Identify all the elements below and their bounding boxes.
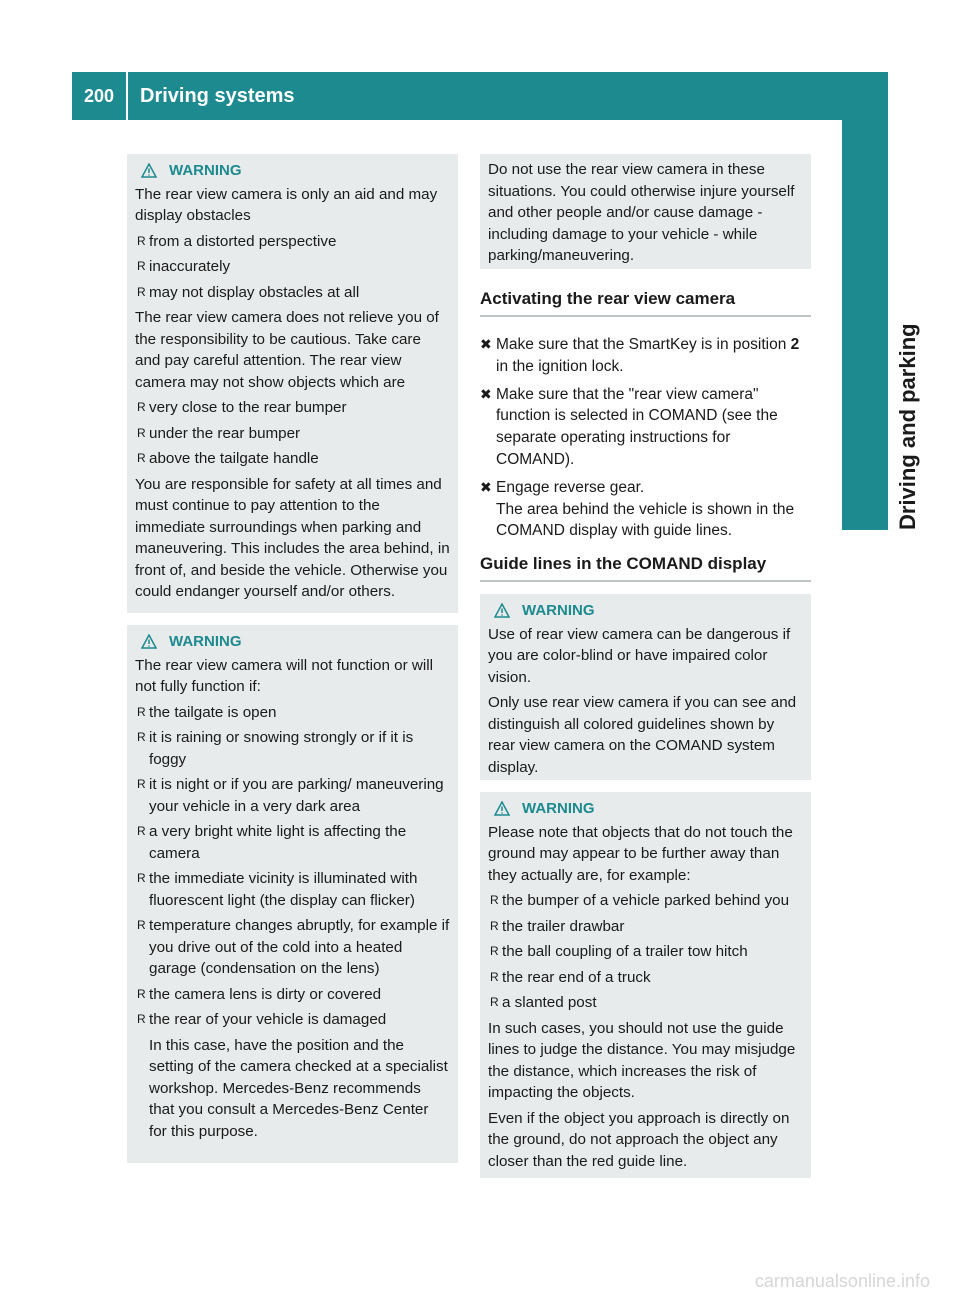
warning-title: WARNING <box>522 800 595 818</box>
warning-title: WARNING <box>169 162 242 179</box>
section-title: Driving systems <box>140 84 295 107</box>
list-item: R very close to the rear bumper <box>137 399 347 416</box>
heading-guide-lines: Guide lines in the COMAND display <box>480 554 811 582</box>
step-item: ✖ Engage reverse gear. The area behind the vehicle is shown in the COMAND display with guide lines. <box>480 478 795 540</box>
list-item: R the bumper of a vehicle parked behind you <box>490 892 790 910</box>
list-item: R a very bright white light is affecting the camera <box>137 823 407 862</box>
list-item: R the rear end of a truck <box>490 968 651 986</box>
arrow-icon: ✖ <box>480 336 492 352</box>
list-item: R it is night or if you are parking/ maneuvering your vehicle in a very dark area <box>137 776 444 815</box>
warning-box-3 <box>480 594 811 780</box>
right-column <box>480 154 811 1178</box>
bullet-list <box>135 231 450 304</box>
warning-heading <box>135 160 450 182</box>
list-item: R above the tailgate handle <box>137 450 319 467</box>
bullet-list <box>135 397 450 470</box>
list-item: R the camera lens is dirty or covered <box>137 985 382 1003</box>
left-column <box>127 154 458 1163</box>
arrow-icon: ✖ <box>480 385 492 402</box>
page-number: 200 <box>83 85 115 106</box>
warning-text: Please note that objects that do not touch the ground may appear to be further away than they actually are, for example: <box>488 823 793 884</box>
info-text: Do not use the rear view camera in these situations. You could otherwise injure yourself and other people and/or cause damage - including damage to your vehicle - while parking/maneuvering. <box>488 161 795 264</box>
warning-text: In such cases, you should not use the guide lines to judge the distance. You may misjudge the distance, which increases the risk of impacting the objects. <box>488 1019 796 1102</box>
step-item: ✖ Make sure that the SmartKey is in position 2 in the ignition lock. <box>480 336 800 375</box>
warning-text: You are responsible for safety at all times and must continue to pay attention to the immediate surroundings when parking and maneuvering. This includes the area behind, in front of, and beside the vehicle. Otherwise you could endanger yourself and/or others. <box>135 475 450 600</box>
warning-heading <box>488 600 803 622</box>
heading-activating: Activating the rear view camera <box>480 289 811 317</box>
step-result: The area behind the vehicle is shown in the COMAND display with guide lines. <box>496 500 795 540</box>
warning-text: The rear view camera does not relieve you of the responsibility to be cautious. Take care and pay careful attention. The rear view camera may not show objects which are <box>135 309 439 391</box>
warning-text: Use of rear view camera can be dangerous if you are color-blind or have impaired color vision. <box>488 625 791 686</box>
list-item: R inaccurately <box>137 258 231 275</box>
arrow-icon: ✖ <box>480 478 492 495</box>
warning-note: In this case, have the position and the setting of the camera checked at a specialist workshop. Mercedes-Benz recommends that you consult a Mercedes-Benz Center for this purpose. <box>149 1036 448 1140</box>
warning-triangle-icon <box>141 163 157 178</box>
list-item: R the trailer drawbar <box>490 917 625 935</box>
warning-box-2 <box>127 625 458 1163</box>
bullet-list <box>488 890 803 1014</box>
list-item: R may not display obstacles at all <box>137 283 360 301</box>
warning-heading <box>488 798 803 820</box>
info-box <box>480 154 811 269</box>
warning-text: Even if the object you approach is directly on the ground, do not approach the object any closer than the red guide line. <box>488 1109 790 1170</box>
warning-box-1 <box>127 154 458 613</box>
warning-title: WARNING <box>522 602 595 620</box>
side-tab <box>842 120 888 530</box>
watermark: carmanualsonline.info <box>754 1271 930 1291</box>
warning-box-4 <box>480 792 811 1178</box>
warning-text: Only use rear view camera if you can see and distinguish all colored guidelines shown by rear view camera on the COMAND system display. <box>488 694 797 776</box>
warning-heading <box>135 631 450 653</box>
warning-text: The rear view camera is only an aid and may display obstacles <box>135 185 438 224</box>
list-item: R the rear of your vehicle is damaged <box>137 1011 387 1028</box>
list-item: R a slanted post <box>490 994 597 1012</box>
side-label: Driving and parking <box>895 323 920 530</box>
warning-triangle-icon <box>494 801 510 816</box>
bullet-list <box>135 702 450 1031</box>
warning-title: WARNING <box>169 633 242 650</box>
list-item: R it is raining or snowing strongly or if it is foggy <box>137 729 414 768</box>
list-item: R the immediate vicinity is illuminated with fluorescent light (the display can flicker) <box>137 870 418 909</box>
list-item: R under the rear bumper <box>137 424 301 442</box>
page-header <box>72 72 888 120</box>
warning-text: The rear view camera will not function or will not fully function if: <box>135 656 433 695</box>
step-list <box>480 334 811 542</box>
list-item: R temperature changes abruptly, for example if you drive out of the cold into a heated garage (condensation on the lens) <box>137 917 450 977</box>
list-item: R from a distorted perspective <box>137 232 337 250</box>
warning-triangle-icon <box>141 634 157 649</box>
warning-triangle-icon <box>494 603 510 618</box>
list-item: R the tailgate is open <box>137 703 277 721</box>
step-item: ✖ Make sure that the "rear view camera" function is selected in COMAND (see the separate operating instructions for COMAND). <box>480 385 778 468</box>
list-item: R the ball coupling of a trailer tow hitch <box>490 943 748 961</box>
